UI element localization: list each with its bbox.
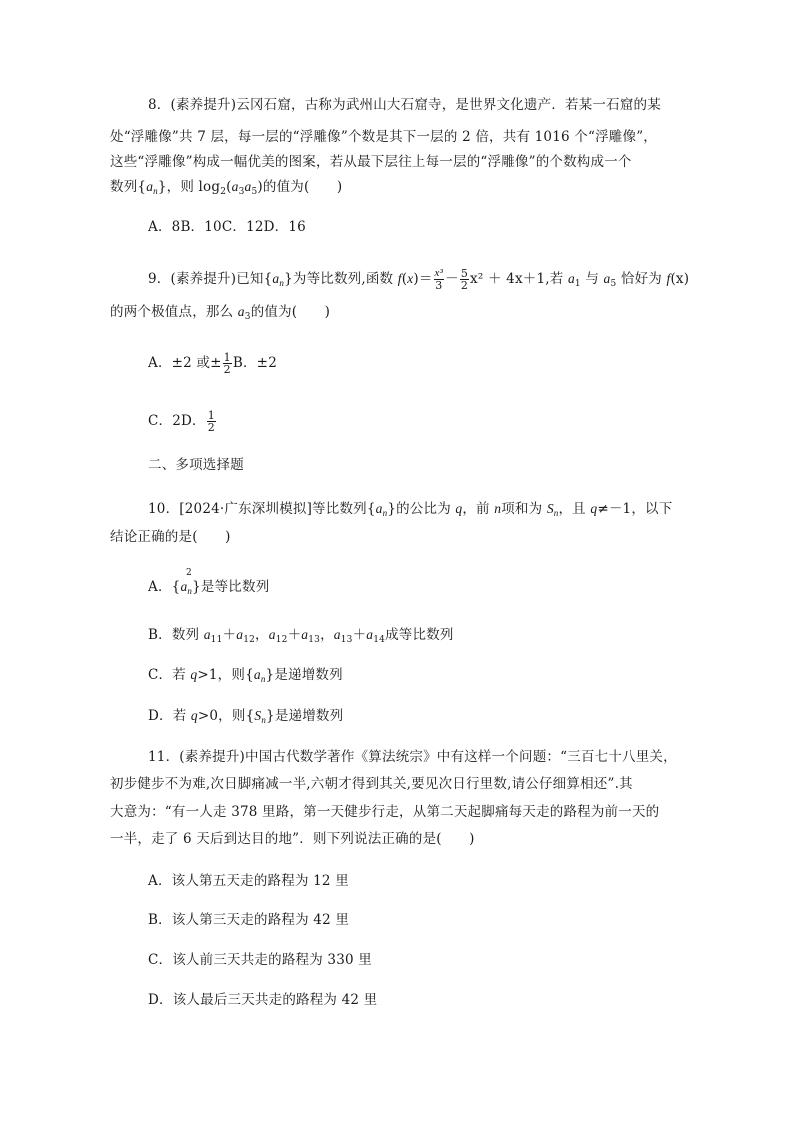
q11-option-c: C．该人前三天共走的路程为 330 里: [148, 952, 372, 968]
q11-line-1: 11．(素养提升)中国古代数学著作《算法统宗》中有这样一个问题：“三百七十八里关，: [148, 749, 677, 765]
section-heading-multiple-choice: 二、多项选择题: [148, 457, 244, 473]
q10-option-a: A．$\{a_n\}$是等比数列: [148, 579, 270, 596]
q8-line-1: 8．(素养提升)云冈石窟，古称为武州山大石窟寺，是世界文化遗产．若某一石窟的某: [148, 97, 661, 113]
q11-line-2: 初步健步不为难,次日脚痛减一半,六朝才得到其关,要见次日行里数,请公仔细算相还”.其: [110, 776, 633, 792]
q10-option-c: C．若 q>1，则$\{a_n\}$是递增数列: [148, 667, 343, 684]
q10-option-b: B．数列 $a_{11}+a_{12}$，$a_{12}+a_{13}$，$a_{13}+a_{14}$成等比数列: [148, 627, 454, 645]
q9-line-1: 9．(素养提升)已知$\{a_n\}$为等比数列,函数 f(x)＝ $\frac{\text{x³}}{3}$ － $\frac{5}{2}$ x² ＋ 4x＋1,若 $a_1$ 与 $a_5$ 恰好为 f(x): [148, 267, 690, 292]
q11-option-b: B．该人第三天走的路程为 42 里: [148, 912, 350, 928]
q8-line-2: 处“浮雕像”共 7 层，每一层的“浮雕像”个数是其下一层的 2 倍，共有 1016 个“浮雕像”，: [110, 129, 657, 145]
q9-fraction-half-a: $\frac{1}{2}$: [223, 351, 231, 376]
q9-line-2: 的两个极值点，那么 $a_3$的值为( ): [110, 304, 331, 322]
q9-fraction-x3-over-3: $\frac{\text{x³}}{3}$: [434, 267, 444, 292]
q11-line-3: 大意为：“有一人走 378 里路，第一天健步行走，从第二天起脚痛每天走的路程为前一天的: [110, 804, 660, 820]
q10-option-a-superscript: 2: [186, 568, 192, 578]
q11-option-a: A．该人第五天走的路程为 12 里: [148, 873, 349, 889]
q10-line-2: 结论正确的是( ): [110, 529, 231, 545]
q9-fraction-half-d: $\frac{1}{2}$: [207, 409, 215, 434]
q8-line-4: 数列$\{a_n\}$，则 $\log_2(a_3a_5)$的值为( ): [110, 179, 343, 197]
q10-option-d: D．若 q>0，则$\{S_n\}$是递增数列: [148, 708, 344, 725]
q9-fraction-5-over-2: $\frac{5}{2}$: [460, 267, 469, 292]
q11-line-4: 一半，走了 6 天后到达目的地”．则下列说法正确的是( ): [110, 831, 475, 847]
q8-options: A．8B．10C．12D．16: [148, 219, 306, 235]
q9-options-ab: A．±2 或± $\frac{1}{2}$ B．±2: [148, 351, 277, 376]
q10-line-1: 10．[2024·广东深圳模拟]等比数列$\{a_n\}$的公比为 q，前 n项和为 $S_n$，且 q≠－1，以下: [148, 501, 673, 518]
q9-options-cd: C．2D． $\frac{1}{2}$: [148, 409, 215, 434]
q8-line-3: 这些“浮雕像”构成一幅优美的图案，若从最下层往上每一层的“浮雕像”的个数构成一个: [110, 154, 632, 170]
q11-option-d: D．该人最后三天共走的路程为 42 里: [148, 992, 378, 1008]
